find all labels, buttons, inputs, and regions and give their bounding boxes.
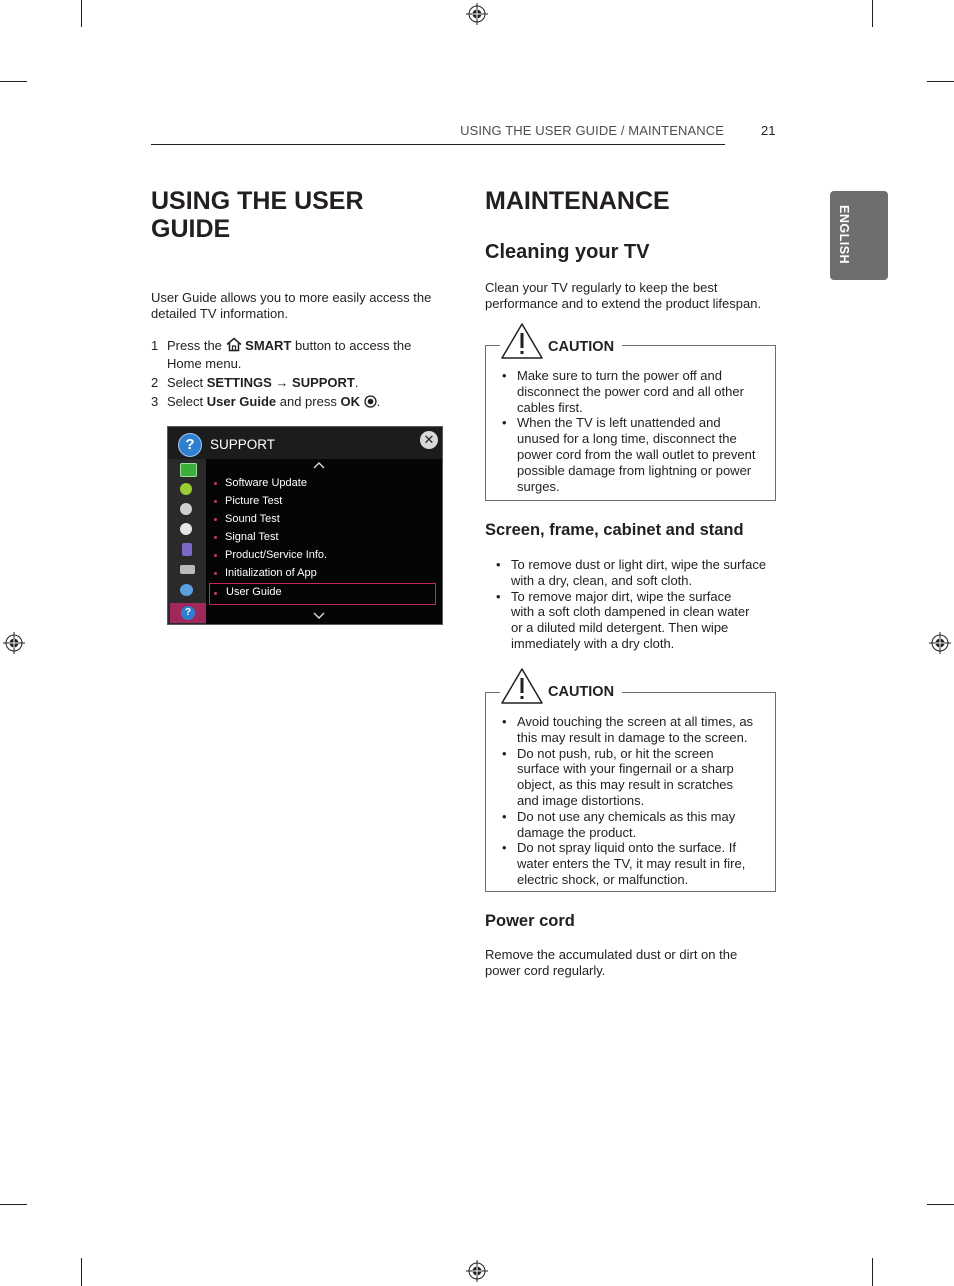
help-icon: ? — [181, 606, 195, 620]
clock-icon[interactable] — [180, 523, 192, 535]
list-item-line: power cord from the wall outlet to prevent — [517, 446, 756, 462]
menu-title: SUPPORT — [210, 437, 276, 452]
step-text: Select — [167, 394, 204, 409]
step-number: 1 — [151, 338, 159, 353]
list-item-line: unused for a long time, disconnect the — [517, 431, 737, 447]
bullet — [214, 536, 217, 539]
crop-mark — [872, 0, 873, 27]
step-number: 2 — [151, 375, 159, 390]
list-item-line: disconnect the power cord and all other — [517, 383, 744, 399]
step-text: Press the — [167, 338, 222, 353]
option-icon[interactable] — [180, 565, 195, 574]
list-item-line: immediately with a dry cloth. — [511, 635, 675, 651]
chevron-down-icon[interactable] — [313, 609, 325, 621]
list-item-line: Do not spray liquid onto the surface. If — [517, 840, 736, 856]
chevron-up-icon[interactable] — [313, 460, 325, 472]
crop-mark — [0, 1204, 27, 1205]
list-item — [517, 746, 772, 809]
warning-icon — [500, 667, 544, 705]
step-1 — [151, 337, 411, 373]
user-guide-intro — [151, 290, 451, 322]
list-item-line: Do not use any chemicals as this may — [517, 808, 736, 824]
list-item — [517, 714, 772, 746]
screen-heading: Screen, frame, cabinet and stand — [485, 521, 744, 539]
list-item-line: possible damage from lightning or power — [517, 462, 752, 478]
caution-list — [517, 714, 772, 888]
header-rule — [151, 144, 725, 145]
sidebar-item-support[interactable] — [170, 603, 206, 623]
language-tab-label: ENGLISH — [837, 205, 851, 265]
power-heading-wrap — [485, 912, 575, 931]
channel-icon[interactable] — [180, 503, 192, 515]
list-item-line: damage the product. — [517, 824, 637, 840]
menu-item-product-service-info[interactable]: Product/Service Info. — [225, 549, 328, 561]
user-guide-label: User Guide — [206, 394, 277, 409]
list-item-line: Do not push, rub, or hit the screen — [517, 745, 714, 761]
list-item-line: water enters the TV, it may result in fire, — [517, 856, 746, 872]
power-heading: Power cord — [485, 912, 575, 930]
screen-heading-wrap — [485, 521, 744, 540]
bullet — [214, 500, 217, 503]
bullet — [214, 572, 217, 575]
list-item-line: surface with your fingernail or a sharp — [517, 761, 734, 777]
menu-item-initialization-of-app[interactable]: Initialization of App — [225, 567, 317, 579]
right-title: MAINTENANCE — [485, 187, 670, 215]
arrow: → — [275, 375, 289, 390]
step-3 — [151, 393, 380, 411]
crop-mark — [81, 0, 82, 27]
network-icon[interactable] — [180, 584, 193, 596]
cleaning-heading-wrap — [485, 241, 649, 264]
bullet — [214, 518, 217, 521]
list-item-line: and image distortions. — [517, 792, 645, 808]
intro-line: User Guide allows you to more easily access the — [151, 290, 432, 305]
list-item — [517, 368, 772, 415]
cleaning-intro — [485, 280, 785, 312]
list-item — [517, 809, 772, 841]
ok-label: OK — [340, 394, 360, 409]
caution-title: CAUTION — [544, 339, 622, 355]
screen-list — [511, 557, 781, 652]
warning-icon — [500, 322, 544, 360]
language-tab — [830, 191, 888, 280]
list-item — [517, 415, 772, 494]
step-text: . — [376, 394, 381, 409]
list-item-line: object, as this may result in scratches — [517, 777, 734, 793]
list-item-line: When the TV is left unattended and — [517, 415, 721, 431]
crop-mark — [927, 1204, 954, 1205]
page-number: 21 — [761, 123, 776, 138]
menu-item-software-update[interactable]: Software Update — [225, 477, 307, 489]
menu-item-sound-test[interactable]: Sound Test — [225, 513, 280, 525]
settings-label: SETTINGS — [206, 375, 272, 390]
crop-mark — [0, 81, 27, 82]
home-icon — [226, 337, 242, 352]
list-item-line: or a diluted mild detergent. Then wipe — [511, 620, 729, 636]
step-2 — [151, 374, 359, 392]
intro-line: detailed TV information. — [151, 305, 289, 321]
list-item-line: cables first. — [517, 399, 583, 415]
picture-icon[interactable] — [180, 463, 197, 477]
list-item — [517, 840, 772, 887]
step-text: Select — [167, 375, 204, 390]
list-item-line: electric shock, or malfunction. — [517, 871, 689, 887]
cleaning-line: performance and to extend the product lifespan. — [485, 295, 762, 311]
list-item-line: To remove dust or light dirt, wipe the surface — [511, 557, 767, 572]
menu-item-picture-test[interactable]: Picture Test — [225, 495, 283, 507]
support-label: SUPPORT — [292, 375, 355, 390]
list-item — [511, 557, 781, 589]
list-item-line: To remove major dirt, wipe the surface — [511, 588, 732, 604]
power-text — [485, 947, 785, 979]
list-item-line: Make sure to turn the power off and — [517, 368, 722, 383]
step-text: Home menu. — [167, 356, 242, 371]
ok-button-icon — [364, 395, 377, 408]
menu-sidebar — [168, 459, 206, 624]
list-item-line: with a dry, clean, and soft cloth. — [511, 572, 693, 588]
list-item-line: Avoid touching the screen at all times, as — [517, 714, 754, 729]
list-item-line: with a soft cloth dampened in clean water — [511, 604, 750, 620]
power-line: Remove the accumulated dust or dirt on the — [485, 947, 738, 962]
caution-list — [517, 368, 772, 494]
step-text: button to access the — [295, 338, 412, 353]
crop-mark — [927, 81, 954, 82]
registration-mark-icon — [466, 1260, 488, 1282]
running-header: USING THE USER GUIDE / MAINTENANCE — [460, 123, 724, 138]
crop-mark — [872, 1258, 873, 1286]
list-item-line: surges. — [517, 478, 560, 494]
registration-mark-icon — [466, 3, 488, 25]
step-number: 3 — [151, 394, 159, 409]
sound-icon[interactable] — [180, 483, 192, 495]
lock-icon[interactable] — [182, 543, 192, 556]
smart-button-label: SMART — [245, 338, 292, 353]
bullet — [214, 554, 217, 557]
crop-mark — [81, 1258, 82, 1286]
help-icon: ? — [178, 433, 202, 457]
left-title-line: GUIDE — [151, 215, 231, 243]
menu-item-user-guide[interactable]: User Guide — [226, 586, 282, 598]
support-menu — [167, 426, 443, 625]
cleaning-heading: Cleaning your TV — [485, 241, 650, 263]
step-text: and press — [279, 394, 337, 409]
caution-title: CAUTION — [544, 684, 622, 700]
cleaning-line: Clean your TV regularly to keep the best — [485, 280, 718, 295]
left-title-line: USING THE USER — [151, 187, 364, 215]
list-item-line: this may result in damage to the screen. — [517, 729, 748, 745]
list-item — [511, 589, 781, 652]
left-title — [151, 187, 364, 243]
close-icon[interactable]: ✕ — [420, 431, 438, 449]
bullet — [214, 592, 217, 595]
maintenance-title — [485, 187, 670, 215]
registration-mark-icon — [929, 632, 951, 654]
power-line: power cord regularly. — [485, 962, 606, 978]
bullet — [214, 482, 217, 485]
registration-mark-icon — [3, 632, 25, 654]
menu-item-signal-test[interactable]: Signal Test — [225, 531, 279, 543]
step-text: . — [354, 375, 359, 390]
